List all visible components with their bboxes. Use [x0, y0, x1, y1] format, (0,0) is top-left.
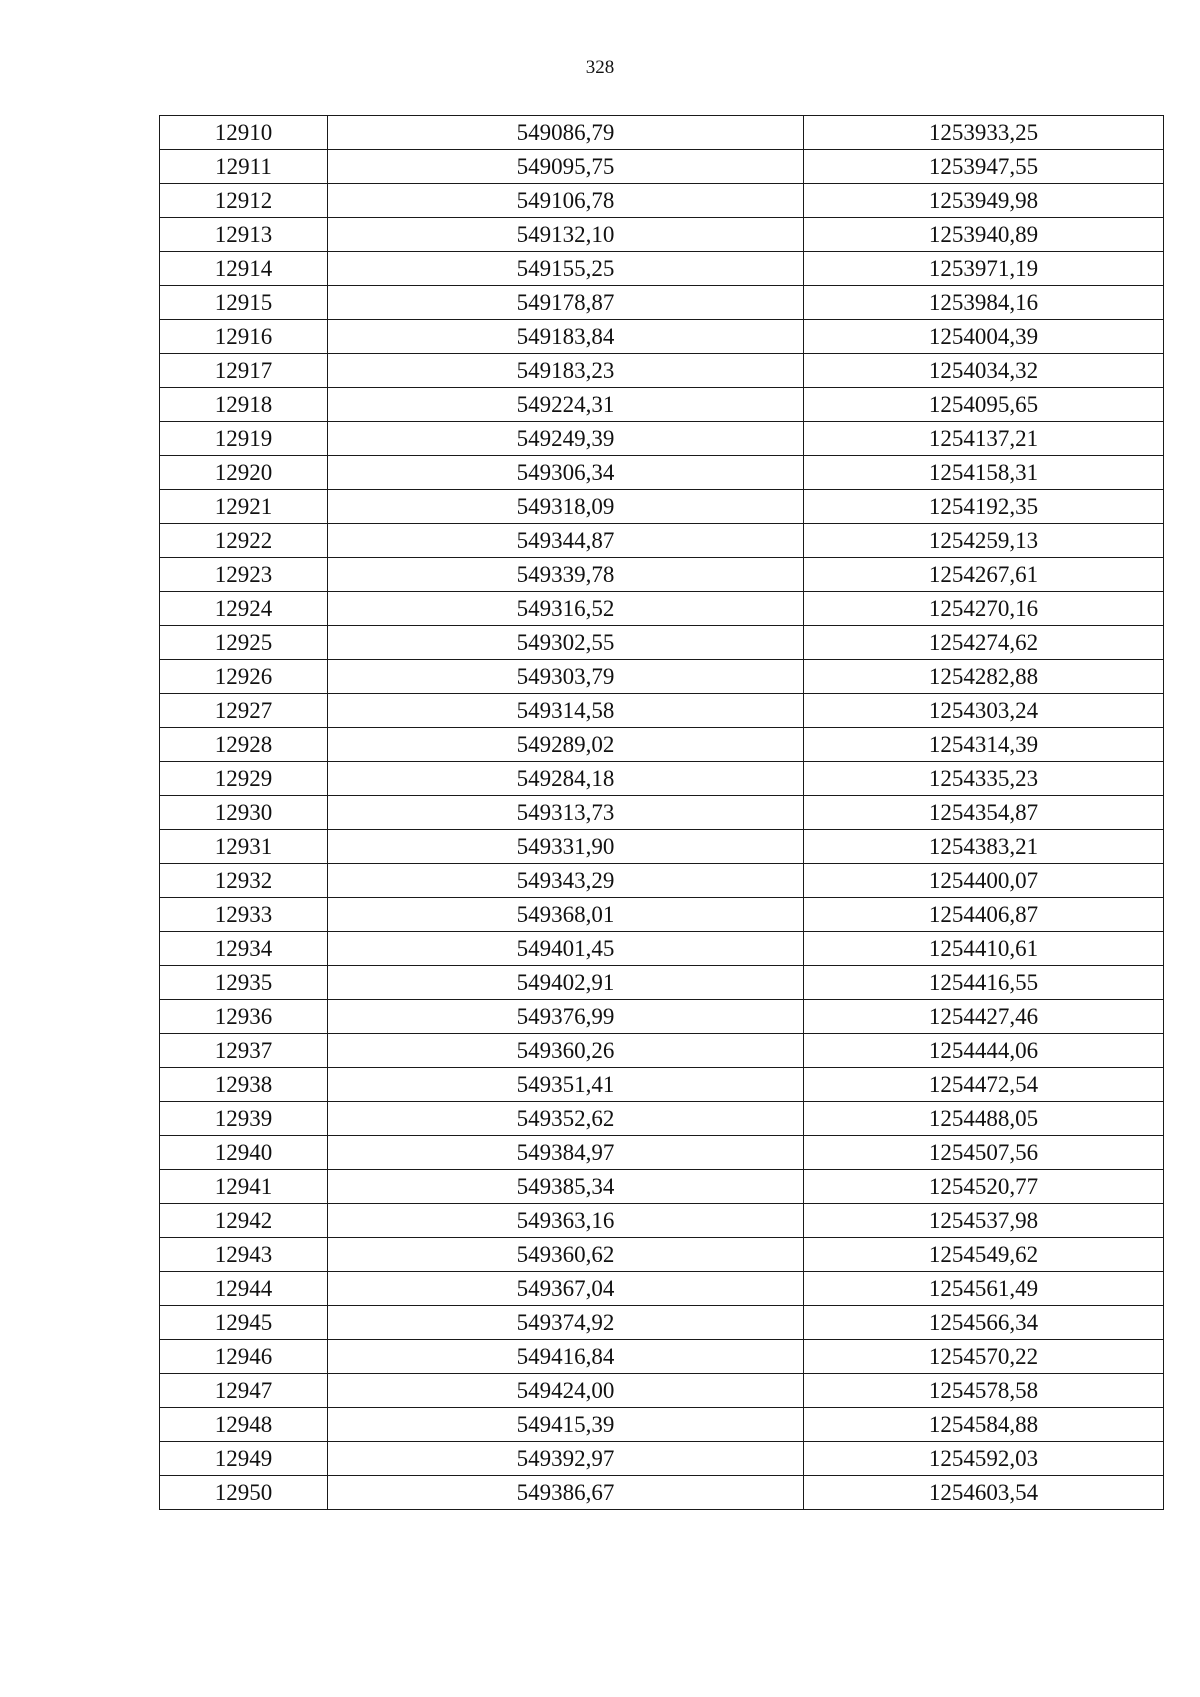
y-coordinate-cell: 1253949,98: [804, 184, 1164, 218]
point-number-cell: 12943: [160, 1238, 328, 1272]
x-coordinate-cell: 549183,84: [328, 320, 804, 354]
y-coordinate-cell: 1254578,58: [804, 1374, 1164, 1408]
point-number-cell: 12929: [160, 762, 328, 796]
x-coordinate-cell: 549318,09: [328, 490, 804, 524]
point-number-cell: 12921: [160, 490, 328, 524]
x-coordinate-cell: 549331,90: [328, 830, 804, 864]
table-row: [160, 762, 1164, 796]
y-coordinate-cell: 1254603,54: [804, 1476, 1164, 1510]
point-number-cell: 12930: [160, 796, 328, 830]
x-coordinate-cell: 549385,34: [328, 1170, 804, 1204]
table-row: [160, 1408, 1164, 1442]
y-coordinate-cell: 1253984,16: [804, 286, 1164, 320]
y-coordinate-cell: 1254416,55: [804, 966, 1164, 1000]
y-coordinate-cell: 1254427,46: [804, 1000, 1164, 1034]
point-number-cell: 12936: [160, 1000, 328, 1034]
y-coordinate-cell: 1254566,34: [804, 1306, 1164, 1340]
y-coordinate-cell: 1254158,31: [804, 456, 1164, 490]
x-coordinate-cell: 549360,26: [328, 1034, 804, 1068]
y-coordinate-cell: 1254400,07: [804, 864, 1164, 898]
point-number-cell: 12941: [160, 1170, 328, 1204]
table-row: [160, 388, 1164, 422]
table-row: [160, 1102, 1164, 1136]
x-coordinate-cell: 549086,79: [328, 116, 804, 150]
y-coordinate-cell: 1254472,54: [804, 1068, 1164, 1102]
x-coordinate-cell: 549313,73: [328, 796, 804, 830]
y-coordinate-cell: 1254507,56: [804, 1136, 1164, 1170]
y-coordinate-cell: 1254549,62: [804, 1238, 1164, 1272]
point-number-cell: 12910: [160, 116, 328, 150]
x-coordinate-cell: 549343,29: [328, 864, 804, 898]
y-coordinate-cell: 1254570,22: [804, 1340, 1164, 1374]
table-row: [160, 1442, 1164, 1476]
x-coordinate-cell: 549368,01: [328, 898, 804, 932]
point-number-cell: 12933: [160, 898, 328, 932]
table-row: [160, 1374, 1164, 1408]
table-row: [160, 830, 1164, 864]
table-row: [160, 286, 1164, 320]
point-number-cell: 12917: [160, 354, 328, 388]
point-number-cell: 12939: [160, 1102, 328, 1136]
point-number-cell: 12920: [160, 456, 328, 490]
x-coordinate-cell: 549314,58: [328, 694, 804, 728]
point-number-cell: 12911: [160, 150, 328, 184]
point-number-cell: 12944: [160, 1272, 328, 1306]
x-coordinate-cell: 549363,16: [328, 1204, 804, 1238]
point-number-cell: 12915: [160, 286, 328, 320]
point-number-cell: 12924: [160, 592, 328, 626]
y-coordinate-cell: 1254095,65: [804, 388, 1164, 422]
y-coordinate-cell: 1254335,23: [804, 762, 1164, 796]
y-coordinate-cell: 1254537,98: [804, 1204, 1164, 1238]
table-row: [160, 184, 1164, 218]
table-row: [160, 320, 1164, 354]
y-coordinate-cell: 1254034,32: [804, 354, 1164, 388]
x-coordinate-cell: 549106,78: [328, 184, 804, 218]
y-coordinate-cell: 1254488,05: [804, 1102, 1164, 1136]
x-coordinate-cell: 549424,00: [328, 1374, 804, 1408]
point-number-cell: 12916: [160, 320, 328, 354]
x-coordinate-cell: 549249,39: [328, 422, 804, 456]
x-coordinate-cell: 549183,23: [328, 354, 804, 388]
x-coordinate-cell: 549178,87: [328, 286, 804, 320]
point-number-cell: 12913: [160, 218, 328, 252]
x-coordinate-cell: 549289,02: [328, 728, 804, 762]
x-coordinate-cell: 549339,78: [328, 558, 804, 592]
table-row: [160, 864, 1164, 898]
table-row: [160, 966, 1164, 1000]
table-row: [160, 898, 1164, 932]
table-row: [160, 490, 1164, 524]
x-coordinate-cell: 549415,39: [328, 1408, 804, 1442]
y-coordinate-cell: 1253933,25: [804, 116, 1164, 150]
point-number-cell: 12931: [160, 830, 328, 864]
coordinates-table-body: [160, 116, 1164, 1510]
y-coordinate-cell: 1253940,89: [804, 218, 1164, 252]
point-number-cell: 12950: [160, 1476, 328, 1510]
point-number-cell: 12927: [160, 694, 328, 728]
x-coordinate-cell: 549351,41: [328, 1068, 804, 1102]
x-coordinate-cell: 549367,04: [328, 1272, 804, 1306]
y-coordinate-cell: 1254270,16: [804, 592, 1164, 626]
y-coordinate-cell: 1254267,61: [804, 558, 1164, 592]
point-number-cell: 12945: [160, 1306, 328, 1340]
x-coordinate-cell: 549352,62: [328, 1102, 804, 1136]
point-number-cell: 12935: [160, 966, 328, 1000]
point-number-cell: 12948: [160, 1408, 328, 1442]
table-row: [160, 1204, 1164, 1238]
table-row: [160, 626, 1164, 660]
table-row: [160, 932, 1164, 966]
table-row: [160, 150, 1164, 184]
y-coordinate-cell: 1254274,62: [804, 626, 1164, 660]
point-number-cell: 12923: [160, 558, 328, 592]
x-coordinate-cell: 549284,18: [328, 762, 804, 796]
y-coordinate-cell: 1254561,49: [804, 1272, 1164, 1306]
y-coordinate-cell: 1254314,39: [804, 728, 1164, 762]
x-coordinate-cell: 549386,67: [328, 1476, 804, 1510]
point-number-cell: 12918: [160, 388, 328, 422]
x-coordinate-cell: 549303,79: [328, 660, 804, 694]
table-row: [160, 1000, 1164, 1034]
y-coordinate-cell: 1254004,39: [804, 320, 1164, 354]
table-row: [160, 1068, 1164, 1102]
point-number-cell: 12946: [160, 1340, 328, 1374]
x-coordinate-cell: 549374,92: [328, 1306, 804, 1340]
table-row: [160, 1034, 1164, 1068]
page-number: 328: [585, 57, 615, 78]
y-coordinate-cell: 1254259,13: [804, 524, 1164, 558]
x-coordinate-cell: 549302,55: [328, 626, 804, 660]
point-number-cell: 12947: [160, 1374, 328, 1408]
y-coordinate-cell: 1253971,19: [804, 252, 1164, 286]
point-number-cell: 12934: [160, 932, 328, 966]
y-coordinate-cell: 1254282,88: [804, 660, 1164, 694]
x-coordinate-cell: 549344,87: [328, 524, 804, 558]
x-coordinate-cell: 549384,97: [328, 1136, 804, 1170]
table-row: [160, 524, 1164, 558]
coordinates-table: [159, 115, 1164, 1510]
table-row: [160, 1340, 1164, 1374]
point-number-cell: 12922: [160, 524, 328, 558]
table-row: [160, 1306, 1164, 1340]
y-coordinate-cell: 1254406,87: [804, 898, 1164, 932]
point-number-cell: 12937: [160, 1034, 328, 1068]
x-coordinate-cell: 549155,25: [328, 252, 804, 286]
x-coordinate-cell: 549360,62: [328, 1238, 804, 1272]
table-row: [160, 1238, 1164, 1272]
table-row: [160, 558, 1164, 592]
x-coordinate-cell: 549401,45: [328, 932, 804, 966]
table-row: [160, 354, 1164, 388]
table-row: [160, 422, 1164, 456]
point-number-cell: 12919: [160, 422, 328, 456]
y-coordinate-cell: 1254444,06: [804, 1034, 1164, 1068]
table-row: [160, 1136, 1164, 1170]
x-coordinate-cell: 549095,75: [328, 150, 804, 184]
table-row: [160, 252, 1164, 286]
y-coordinate-cell: 1254383,21: [804, 830, 1164, 864]
point-number-cell: 12932: [160, 864, 328, 898]
y-coordinate-cell: 1254520,77: [804, 1170, 1164, 1204]
x-coordinate-cell: 549306,34: [328, 456, 804, 490]
table-row: [160, 116, 1164, 150]
table-row: [160, 728, 1164, 762]
x-coordinate-cell: 549224,31: [328, 388, 804, 422]
table-row: [160, 1170, 1164, 1204]
table-row: [160, 592, 1164, 626]
x-coordinate-cell: 549416,84: [328, 1340, 804, 1374]
x-coordinate-cell: 549316,52: [328, 592, 804, 626]
y-coordinate-cell: 1254303,24: [804, 694, 1164, 728]
table-row: [160, 694, 1164, 728]
x-coordinate-cell: 549402,91: [328, 966, 804, 1000]
x-coordinate-cell: 549392,97: [328, 1442, 804, 1476]
point-number-cell: 12912: [160, 184, 328, 218]
y-coordinate-cell: 1254192,35: [804, 490, 1164, 524]
table-row: [160, 218, 1164, 252]
table-row: [160, 796, 1164, 830]
point-number-cell: 12938: [160, 1068, 328, 1102]
table-row: [160, 660, 1164, 694]
y-coordinate-cell: 1254354,87: [804, 796, 1164, 830]
point-number-cell: 12942: [160, 1204, 328, 1238]
y-coordinate-cell: 1254592,03: [804, 1442, 1164, 1476]
y-coordinate-cell: 1254410,61: [804, 932, 1164, 966]
point-number-cell: 12928: [160, 728, 328, 762]
point-number-cell: 12926: [160, 660, 328, 694]
x-coordinate-cell: 549132,10: [328, 218, 804, 252]
y-coordinate-cell: 1254137,21: [804, 422, 1164, 456]
x-coordinate-cell: 549376,99: [328, 1000, 804, 1034]
table-row: [160, 1476, 1164, 1510]
table-row: [160, 1272, 1164, 1306]
point-number-cell: 12949: [160, 1442, 328, 1476]
table-row: [160, 456, 1164, 490]
point-number-cell: 12925: [160, 626, 328, 660]
point-number-cell: 12914: [160, 252, 328, 286]
point-number-cell: 12940: [160, 1136, 328, 1170]
y-coordinate-cell: 1253947,55: [804, 150, 1164, 184]
y-coordinate-cell: 1254584,88: [804, 1408, 1164, 1442]
